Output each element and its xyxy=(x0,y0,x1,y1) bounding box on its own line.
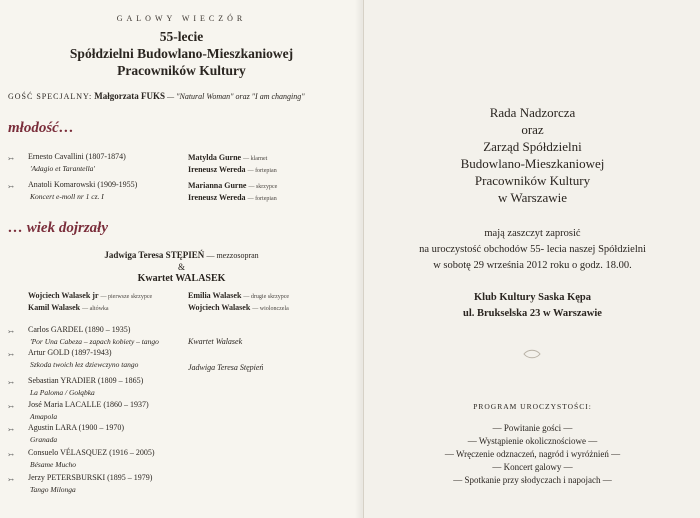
title-line-2: Spółdzielni Budowlano-Mieszkaniowej xyxy=(69,46,294,61)
mature-performer-2: Jadwiga Teresa Stępień xyxy=(188,363,264,372)
mature-composer-6: Consuelo VÉLASQUEZ (1916 – 2005) xyxy=(28,448,155,457)
ornament-icon xyxy=(522,348,542,360)
invite-line-2: na uroczystość obchodów 55- lecia naszej Spółdzielni xyxy=(419,244,646,255)
mature-work-7: Tango Milonga xyxy=(30,485,76,494)
invitation-page xyxy=(363,0,700,518)
mature-composer-5: Agustin LARA (1900 – 1970) xyxy=(28,423,124,432)
title-line-1: 55-lecie xyxy=(159,29,204,44)
guest-name: Małgorzata FUKS xyxy=(94,91,166,101)
venue-line-1: Klub Kultury Saska Kępa xyxy=(474,292,591,303)
program-item-1: — Powitanie gości — xyxy=(492,423,573,433)
guest-label: GOŚĆ SPECJALNY: xyxy=(8,92,93,101)
program-item-4: — Koncert galowy — xyxy=(492,462,573,472)
program-heading: PROGRAM UROCZYSTOŚCI: xyxy=(473,402,592,411)
mature-work-2: Szkoda twoich łez dziewczyno tango xyxy=(30,360,139,369)
guest-line xyxy=(8,91,305,101)
youth-composer-2: Anatoli Komarowski (1909-1955) xyxy=(28,180,138,189)
mature-soloist: Jadwiga Teresa STĘPIEŃ — mezzosopran xyxy=(104,250,259,260)
inviter-line-3: Zarząd Spółdzielni xyxy=(483,139,582,154)
bullet-icon: ↣ xyxy=(8,155,14,163)
mature-work-3: La Paloma / Gołąbka xyxy=(30,388,95,397)
bullet-icon: ↣ xyxy=(8,328,14,336)
gala-label: GALOWY WIECZÓR xyxy=(116,14,247,23)
quartet-member-3: Emilia Walasek — drugie skrzypce xyxy=(188,291,290,300)
bullet-icon: ↣ xyxy=(8,403,14,411)
inviter-line-5: Pracowników Kultury xyxy=(474,173,591,188)
inviter-line-2: oraz xyxy=(521,122,544,137)
mature-performer-1: Kwartet Walasek xyxy=(188,337,243,346)
mature-composer-3: Sebastian YRADIER (1809 – 1865) xyxy=(28,376,144,385)
bullet-icon: ↣ xyxy=(8,426,14,434)
mature-work-1: 'Por Una Cabeza – zapach kobiety – tango xyxy=(30,337,159,346)
venue-line-2: ul. Brukselska 23 w Warszawie xyxy=(463,308,602,319)
quartet-member-2: Kamil Walasek — altówka xyxy=(28,303,109,312)
youth-work-1: 'Adagio et Tarantella' xyxy=(30,164,96,173)
inviter-line-1: Rada Nadzorcza xyxy=(489,105,576,120)
mature-composer-4: José Maria LACALLE (1860 – 1937) xyxy=(28,400,149,409)
youth-performer-4: Ireneusz Wereda — fortepian xyxy=(188,193,277,202)
mature-work-6: Bésame Mucho xyxy=(30,460,77,469)
quartet-member-4: Wojciech Walasek — wiolonczela xyxy=(188,303,289,312)
mature-composer-7: Jerzy PETERSBURSKI (1895 – 1979) xyxy=(28,473,153,482)
quartet-member-1: Wojciech Walasek jr — pierwsze skrzypce xyxy=(28,291,153,300)
program-item-2: — Wystąpienie okolicznościowe — xyxy=(467,436,598,446)
section-mature: … wiek dojrzały xyxy=(8,220,108,236)
youth-performer-2: Ireneusz Wereda — fortepian xyxy=(188,165,277,174)
youth-work-2: Koncert e-moll nr 1 cz. I xyxy=(30,192,104,201)
guest-songs: — "Natural Woman" oraz "I am changing" xyxy=(167,92,305,101)
mature-work-5: Granada xyxy=(30,435,58,444)
title-line-3: Pracowników Kultury xyxy=(117,63,246,78)
inviter-line-6: w Warszawie xyxy=(497,190,568,205)
bullet-icon: ↣ xyxy=(8,379,14,387)
program-item-3: — Wręczenie odznaczeń, nagród i wyróżnień — xyxy=(444,449,621,459)
bullet-icon: ↣ xyxy=(8,451,14,459)
invite-line-3: w sobotę 29 września 2012 roku o godz. 18.00. xyxy=(433,260,632,271)
quartet-title: Kwartet WALASEK xyxy=(137,273,226,284)
mature-composer-1: Carlos GARDEL (1890 – 1935) xyxy=(28,325,131,334)
youth-performer-1: Matylda Gurne — klarnet xyxy=(188,153,268,162)
bullet-icon: ↣ xyxy=(8,183,14,191)
section-youth: młodość… xyxy=(8,120,74,136)
mature-composer-2: Artur GOLD (1897-1943) xyxy=(28,348,112,357)
youth-composer-1: Ernesto Cavallini (1807-1874) xyxy=(28,152,126,161)
youth-performer-3: Marianna Gurne — skrzypce xyxy=(188,181,278,190)
program-item-5: — Spotkanie przy słodyczach i napojach — xyxy=(453,475,612,485)
inviter-line-4: Budowlano-Mieszkaniowej xyxy=(460,156,605,171)
bullet-icon: ↣ xyxy=(8,351,14,359)
mature-work-4: Amapola xyxy=(30,412,58,421)
invite-line-1: mają zaszczyt zaprosić xyxy=(484,228,581,239)
bullet-icon: ↣ xyxy=(8,476,14,484)
ampersand: & xyxy=(177,262,185,272)
